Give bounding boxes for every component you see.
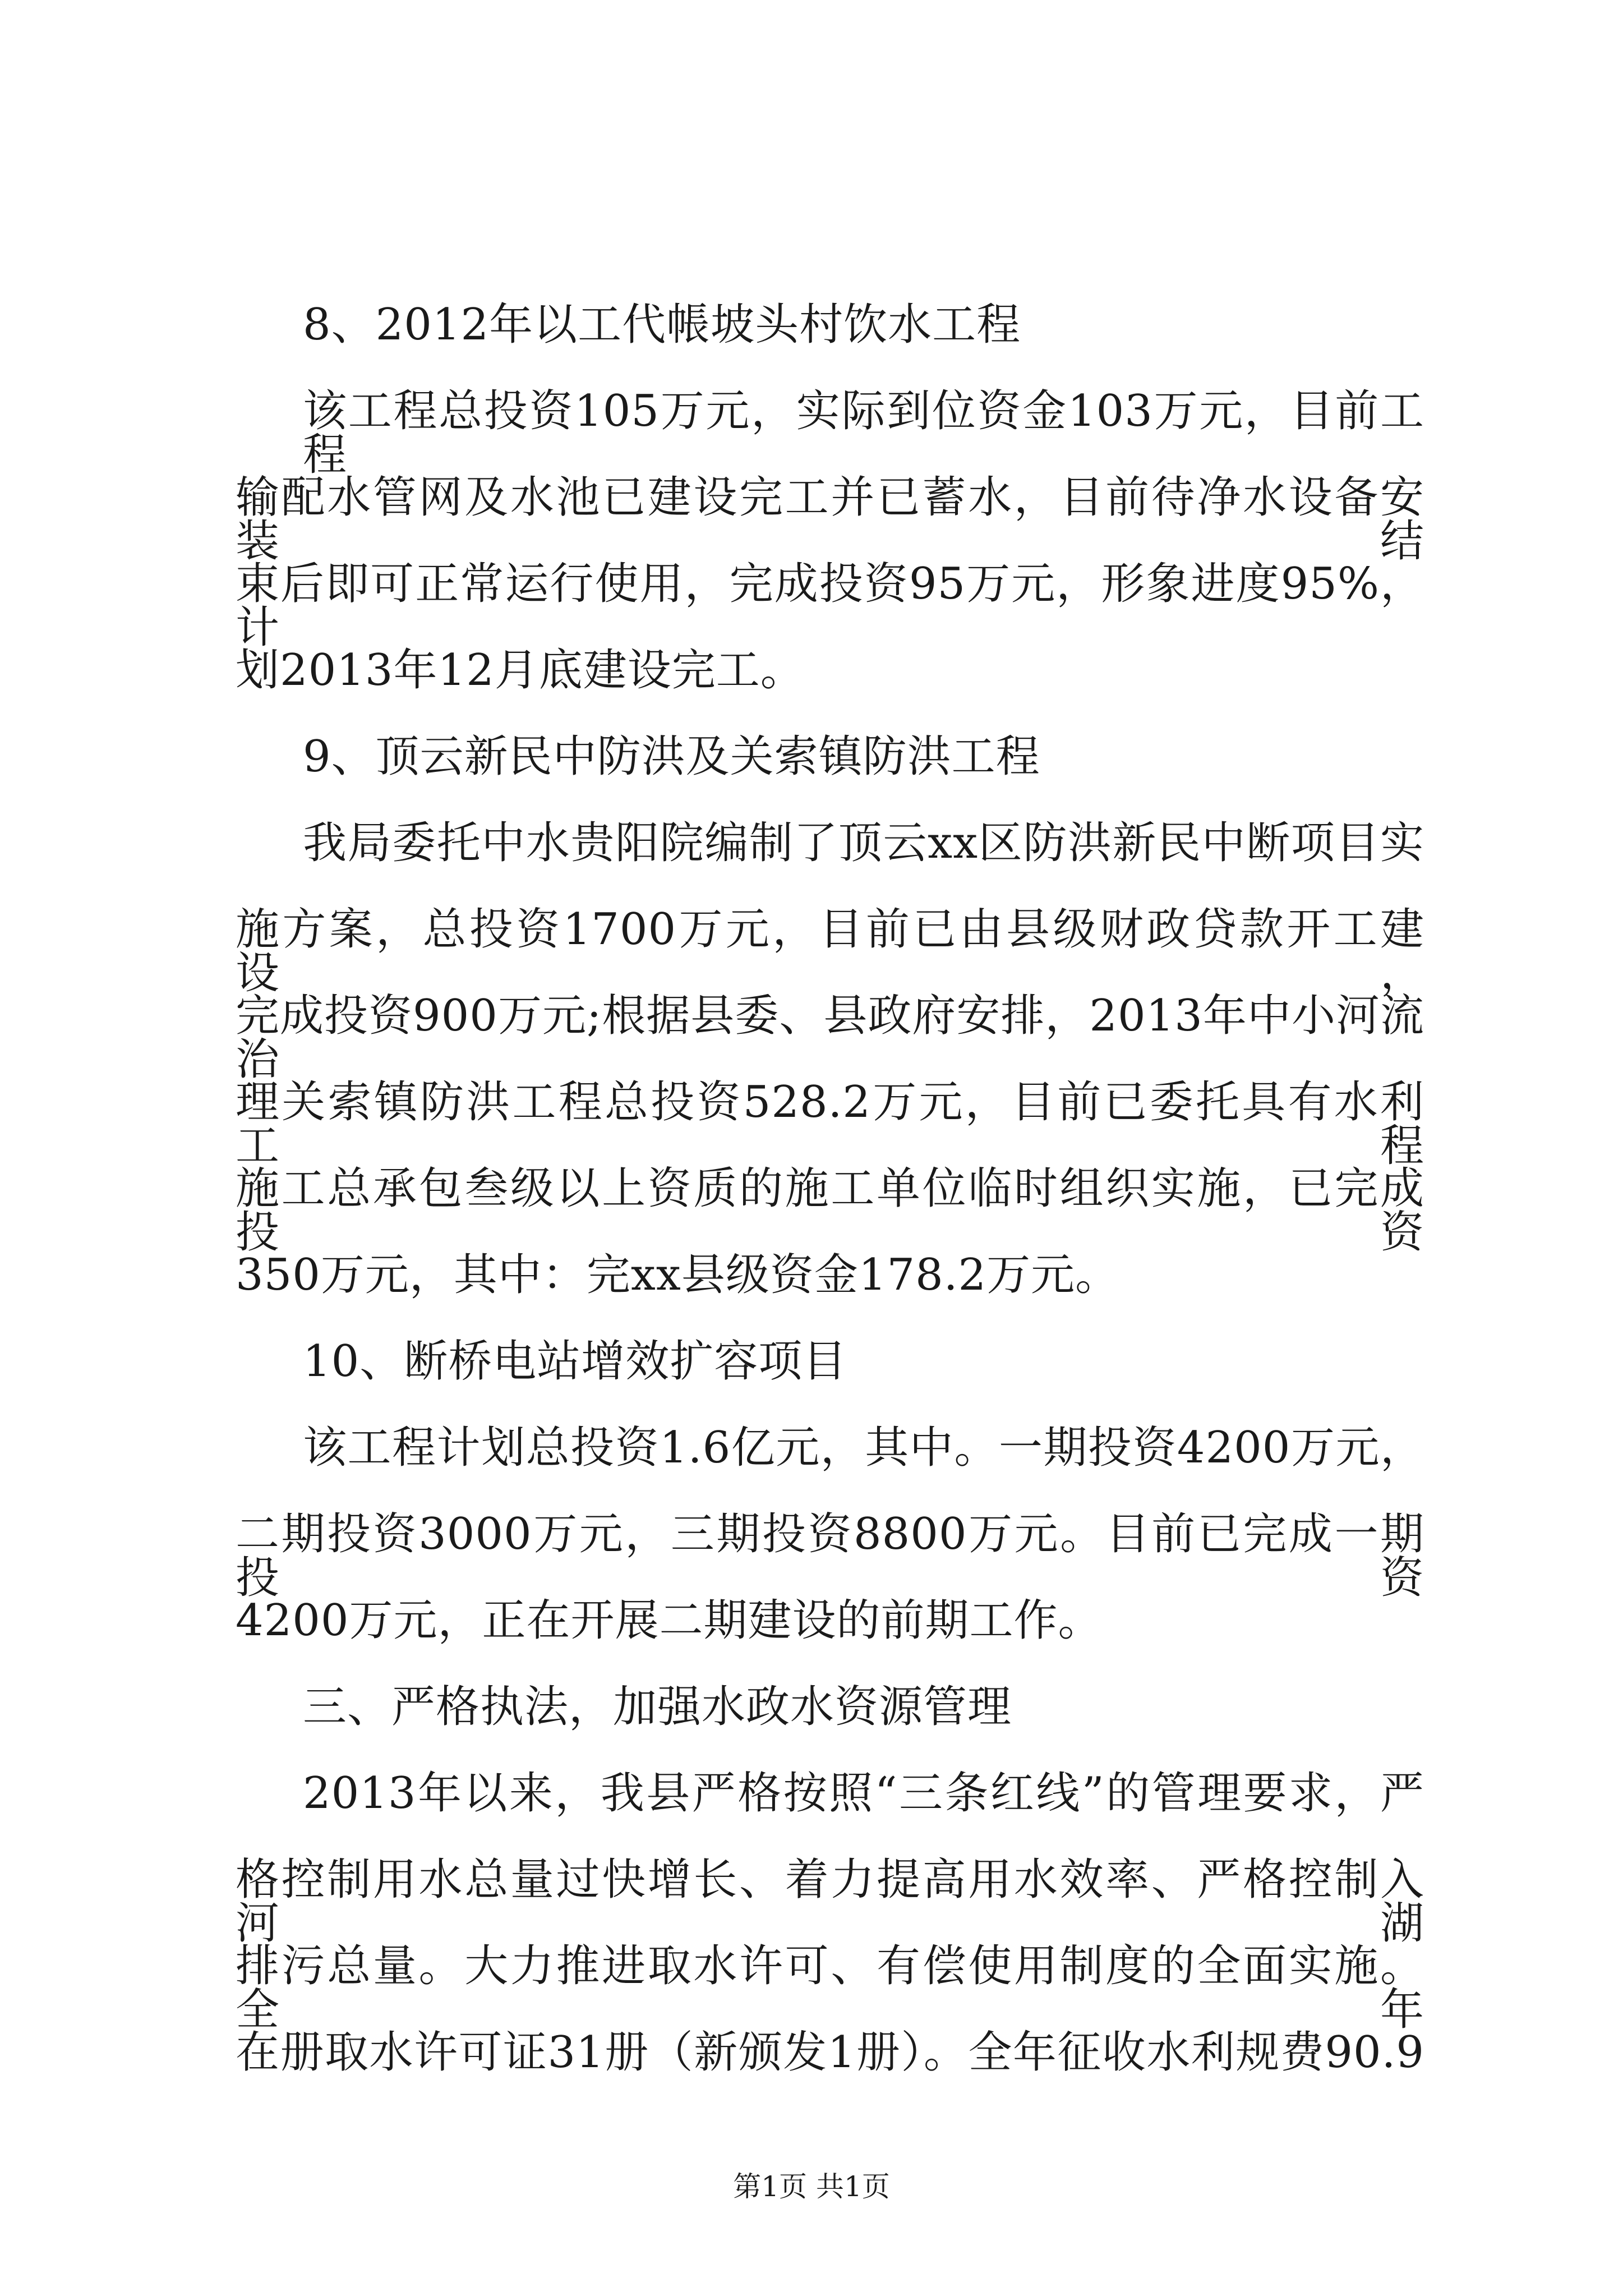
paragraph-line: 我局委托中水贵阳院编制了顶云xx区防洪新民中断项目实 — [303, 818, 1424, 868]
paragraph-line: 排污总量。大力推进取水许可、有偿使用制度的全面实施。全年 — [236, 1941, 1424, 2035]
section-heading-3: 三、严格执法，加强水政水资源管理 — [303, 1682, 1012, 1732]
section-heading-9: 9、顶云新民中防洪及关索镇防洪工程 — [303, 731, 1040, 782]
paragraph-line: 该工程总投资105万元，实际到位资金103万元，目前工程 — [303, 386, 1424, 480]
paragraph-line: 输配水管网及水池已建设完工并已蓄水，目前待净水设备安装结 — [236, 472, 1424, 567]
paragraph-line: 该工程计划总投资1.6亿元，其中。一期投资4200万元， — [303, 1423, 1424, 1473]
paragraph-line: 施工总承包叁级以上资质的施工单位临时组织实施，已完成投资 — [236, 1163, 1424, 1258]
page-footer: 第1页 共1页 — [733, 2170, 890, 2203]
document-body — [236, 300, 1424, 2117]
paragraph-line: 2013年以来，我县严格按照“三条红线”的管理要求，严 — [303, 1768, 1424, 1819]
paragraph-line: 束后即可正常运行使用，完成投资95万元，形象进度95%，计 — [236, 559, 1424, 653]
paragraph-line: 理关索镇防洪工程总投资528.2万元，目前已委托具有水利工程 — [236, 1077, 1424, 1171]
paragraph-line: 350万元，其中：完xx县级资金178.2万元。 — [236, 1250, 1120, 1300]
paragraph-line: 二期投资3000万元，三期投资8800万元。目前已完成一期投资 — [236, 1509, 1424, 1603]
paragraph-line: 完成投资900万元;根据县委、县政府安排，2013年中小河流治 — [236, 991, 1424, 1085]
section-heading-8: 8、2012年以工代帳坡头村饮水工程 — [303, 300, 1021, 350]
paragraph-line: 在册取水许可证31册（新颁发1册）。全年征收水利规费90.9 — [236, 2027, 1424, 2078]
paragraph-line: 4200万元，正在开展二期建设的前期工作。 — [236, 1595, 1103, 1646]
paragraph-line: 划2013年12月底建设完工。 — [236, 645, 805, 696]
paragraph-line: 格控制用水总量过快增长、着力提高用水效率、严格控制入河湖 — [236, 1855, 1424, 1949]
section-heading-10: 10、断桥电站增效扩容项目 — [303, 1336, 847, 1387]
paragraph-line: 施方案，总投资1700万元，目前已由县级财政贷款开工建设， — [236, 904, 1424, 999]
